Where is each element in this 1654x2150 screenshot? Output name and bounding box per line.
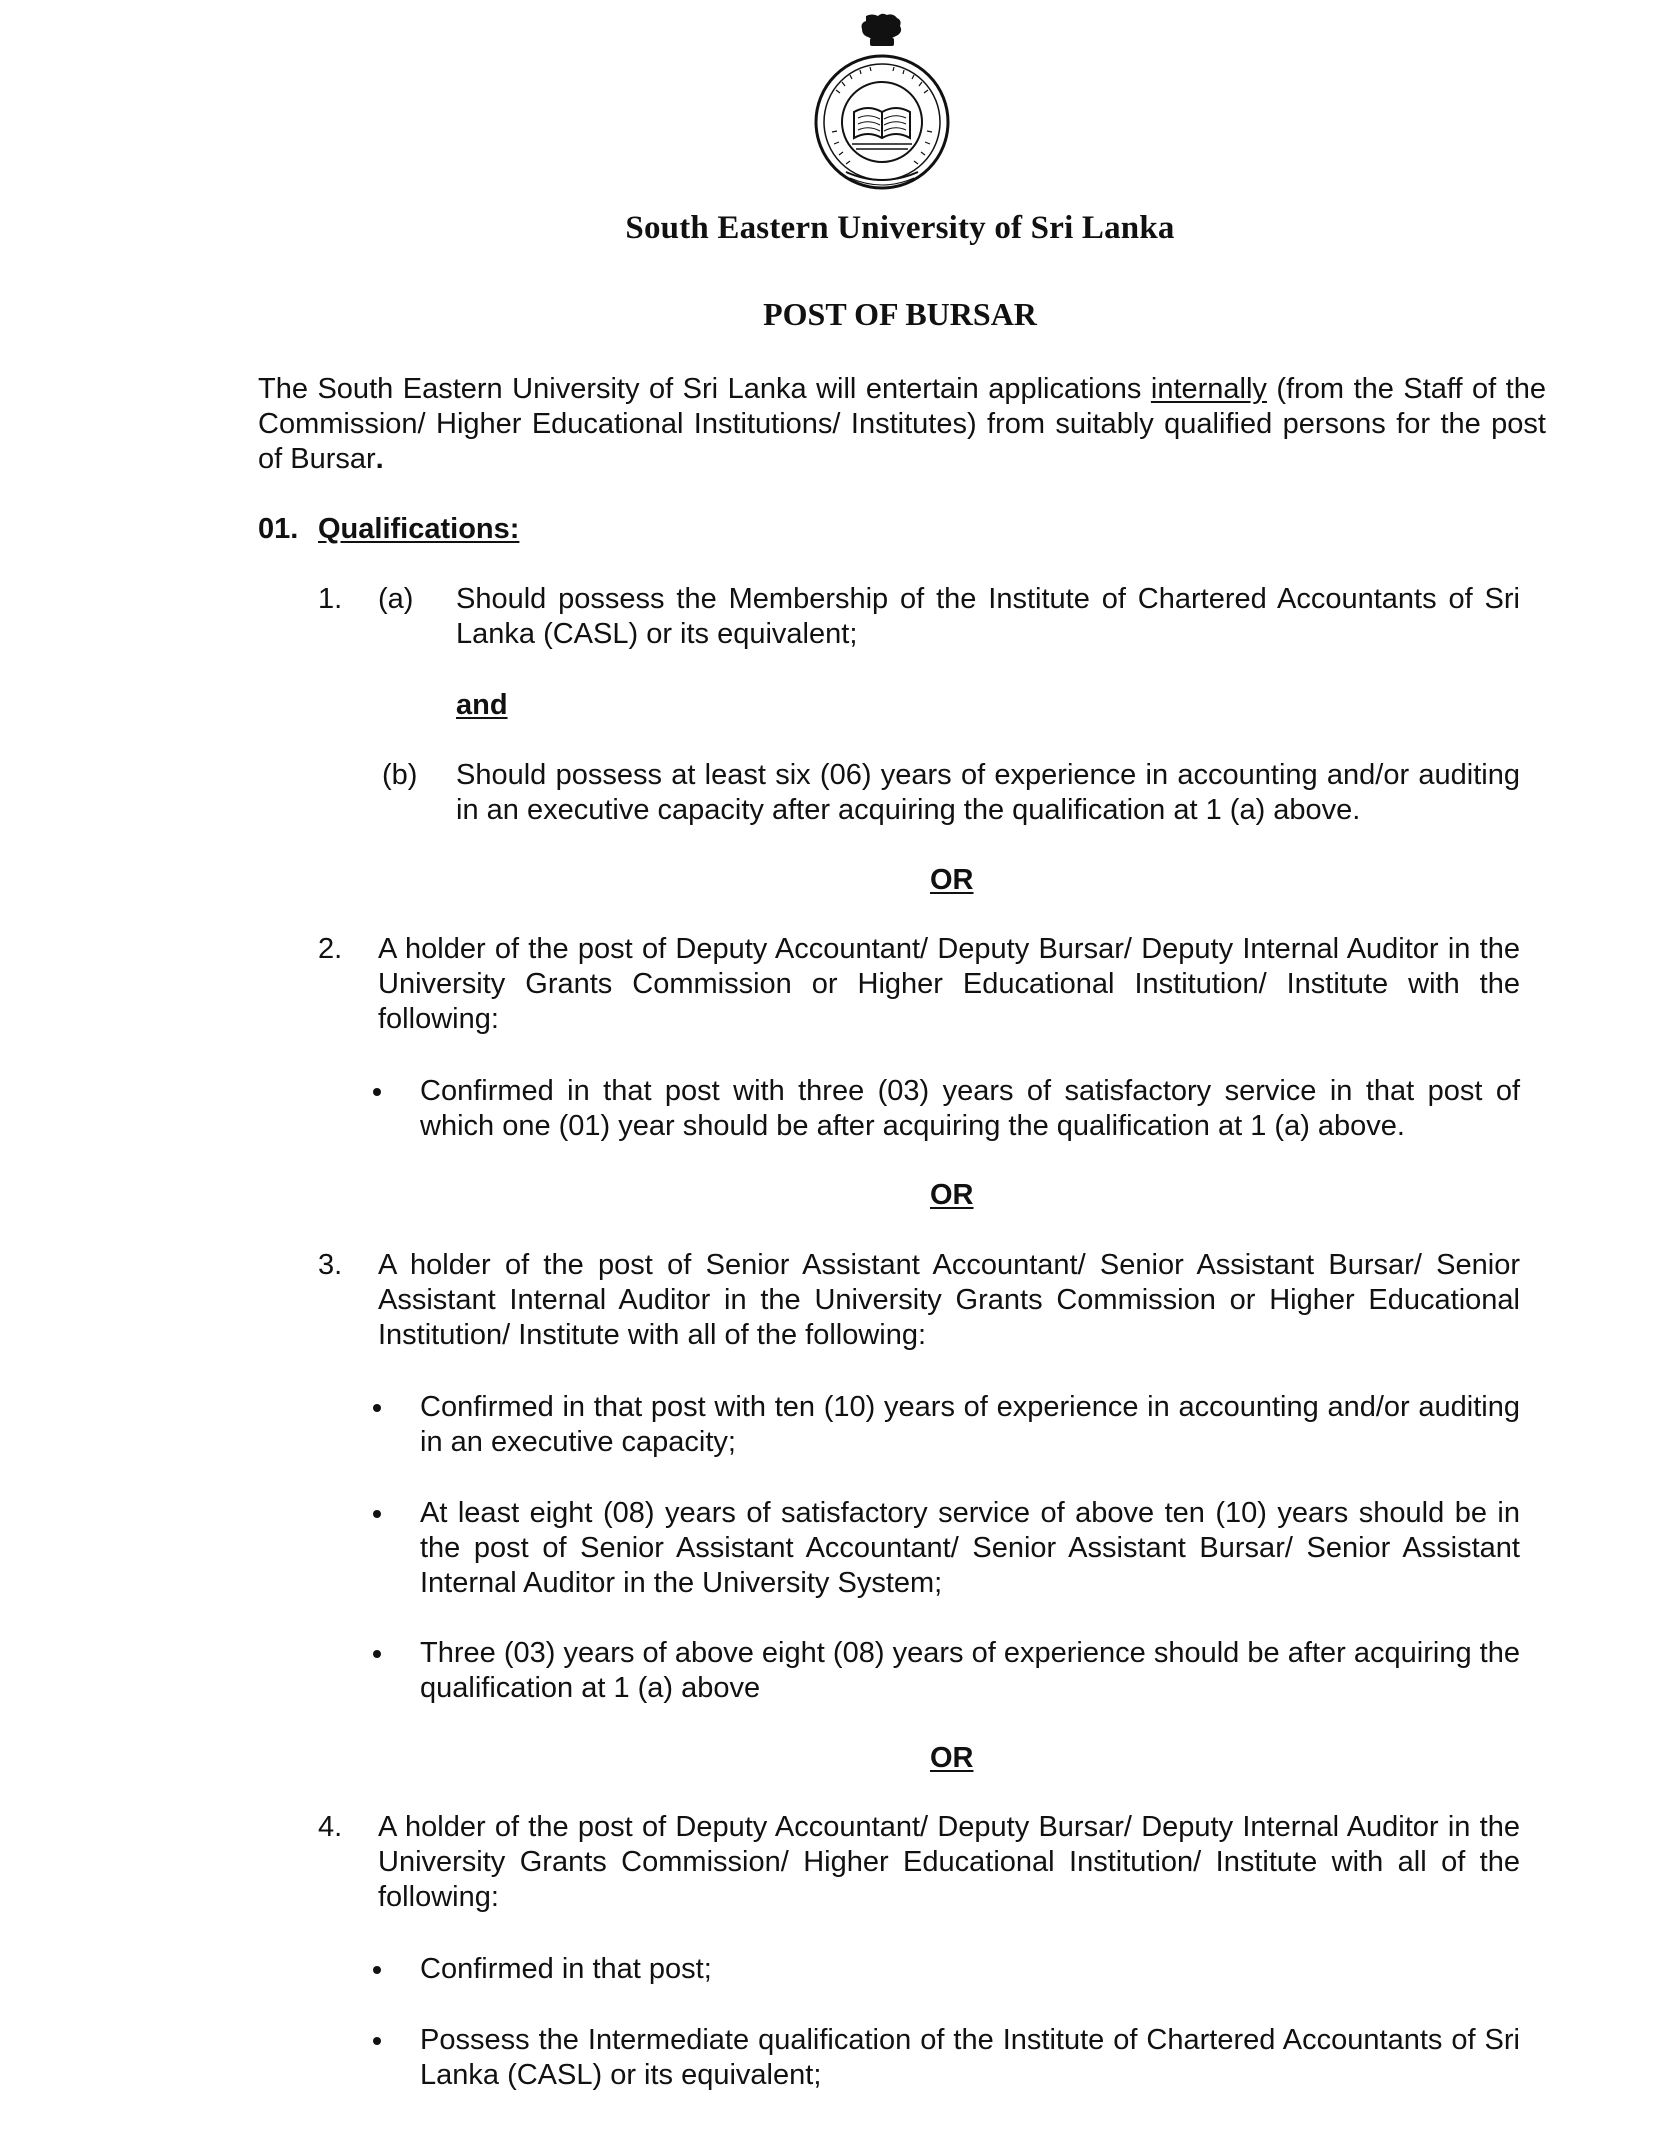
item-1b-label: (b) xyxy=(382,759,418,791)
bullet-icon xyxy=(373,1088,381,1096)
university-title: South Eastern University of Sri Lanka xyxy=(625,210,1175,246)
item-2-text: A holder of the post of Deputy Accountant/ Deputy Bursar/ Deputy Internal Auditor in the University Grants Commission or Higher Educational Institution/ Institute with the following: xyxy=(378,933,1520,1035)
intro-text-part2: (from the Staff of the Commission/ Higher Educational Institutions/ Institutes) from suitably qualified persons for the post of Bursar xyxy=(258,373,1546,475)
item-1a-label: (a) xyxy=(378,583,414,615)
intro-text-part1: The South Eastern University of Sri Lanka will entertain applications xyxy=(258,373,1151,405)
university-seal-logo xyxy=(806,12,958,192)
and-label: and xyxy=(456,689,508,721)
item-3-bullet-3: Three (03) years of above eight (08) years of experience should be after acquiring the qualification at 1 (a) above xyxy=(420,1637,1520,1704)
section-heading xyxy=(258,512,519,547)
seal-icon xyxy=(806,12,958,192)
item-1b-text: Should possess at least six (06) years of experience in accounting and/or auditing in an executive capacity after acquiring the qualification at 1 (a) above. xyxy=(456,759,1520,826)
item-4-text: A holder of the post of Deputy Accountant/ Deputy Bursar/ Deputy Internal Auditor in the University Grants Commission/ Higher Educational Institution/ Institute with all of the following: xyxy=(378,1811,1520,1913)
section-number: 01. xyxy=(258,513,299,545)
item-1-number: 1. xyxy=(318,583,343,615)
item-2-bullet-1: Confirmed in that post with three (03) years of satisfactory service in that post of which one (01) year should be after acquiring the qualification at 1 (a) above. xyxy=(420,1075,1520,1142)
item-4-number: 4. xyxy=(318,1811,343,1843)
item-4-bullet-2: Possess the Intermediate qualification of the Institute of Chartered Accountants of Sri Lanka (CASL) or its equivalent; xyxy=(420,2024,1520,2091)
bullet-icon xyxy=(373,1966,381,1974)
or-separator-1: OR xyxy=(930,864,974,896)
bullet-icon xyxy=(373,1650,381,1658)
post-title: POST OF BURSAR xyxy=(763,296,1037,332)
item-4-bullet-1: Confirmed in that post; xyxy=(420,1953,712,1985)
item-3-bullet-2: At least eight (08) years of satisfactory service of above ten (10) years should be in the post of Senior Assistant Accountant/ Senior Assistant Bursar/ Senior Assistant Internal Auditor in the University System; xyxy=(420,1497,1520,1599)
bullet-icon xyxy=(373,1404,381,1412)
or-separator-3: OR xyxy=(930,1742,974,1774)
intro-period: . xyxy=(375,443,384,475)
item-1a-text: Should possess the Membership of the Institute of Chartered Accountants of Sri Lanka (CASL) or its equivalent; xyxy=(456,583,1520,650)
bullet-icon xyxy=(373,1510,381,1518)
item-3-bullet-1: Confirmed in that post with ten (10) years of experience in accounting and/or auditing in an executive capacity; xyxy=(420,1391,1520,1458)
or-separator-2: OR xyxy=(930,1179,974,1211)
bullet-icon xyxy=(373,2037,381,2045)
intro-paragraph xyxy=(258,372,1546,477)
intro-emphasis: internally xyxy=(1150,373,1267,405)
item-2-number: 2. xyxy=(318,933,343,965)
item-3-text: A holder of the post of Senior Assistant Accountant/ Senior Assistant Bursar/ Senior Assistant Internal Auditor in the University Grants Commission or Higher Educational Institution/ Institute with all of the following: xyxy=(378,1249,1520,1351)
item-3-number: 3. xyxy=(318,1249,343,1281)
section-title: Qualifications: xyxy=(318,513,520,545)
